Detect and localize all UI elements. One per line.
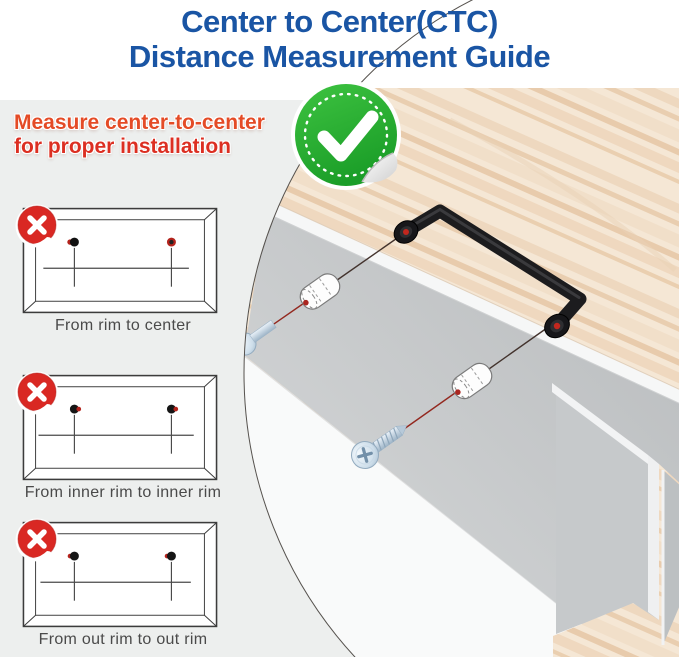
- screw-hole-dot: [70, 552, 79, 561]
- method-caption: From inner rim to inner rim: [24, 484, 222, 501]
- screw-hole-dot: [167, 552, 176, 561]
- screw-hole-dot: [70, 238, 79, 247]
- approved-sticker: [285, 74, 407, 196]
- wrong-badge: [10, 366, 64, 420]
- wrong-badge: [10, 513, 64, 567]
- slogan: [14, 111, 294, 159]
- page-title-line1: Center to Center(CTC): [181, 4, 498, 39]
- wrong-badge: [10, 199, 64, 253]
- page-title: [0, 4, 679, 74]
- page-title-line2: Distance Measurement Guide: [128, 39, 551, 74]
- method-caption: From rim to center: [54, 317, 192, 334]
- slogan-line2: for proper installation: [14, 135, 232, 158]
- slogan-line1: Measure center-to-center: [14, 111, 265, 134]
- method-caption: From out rim to out rim: [38, 631, 208, 648]
